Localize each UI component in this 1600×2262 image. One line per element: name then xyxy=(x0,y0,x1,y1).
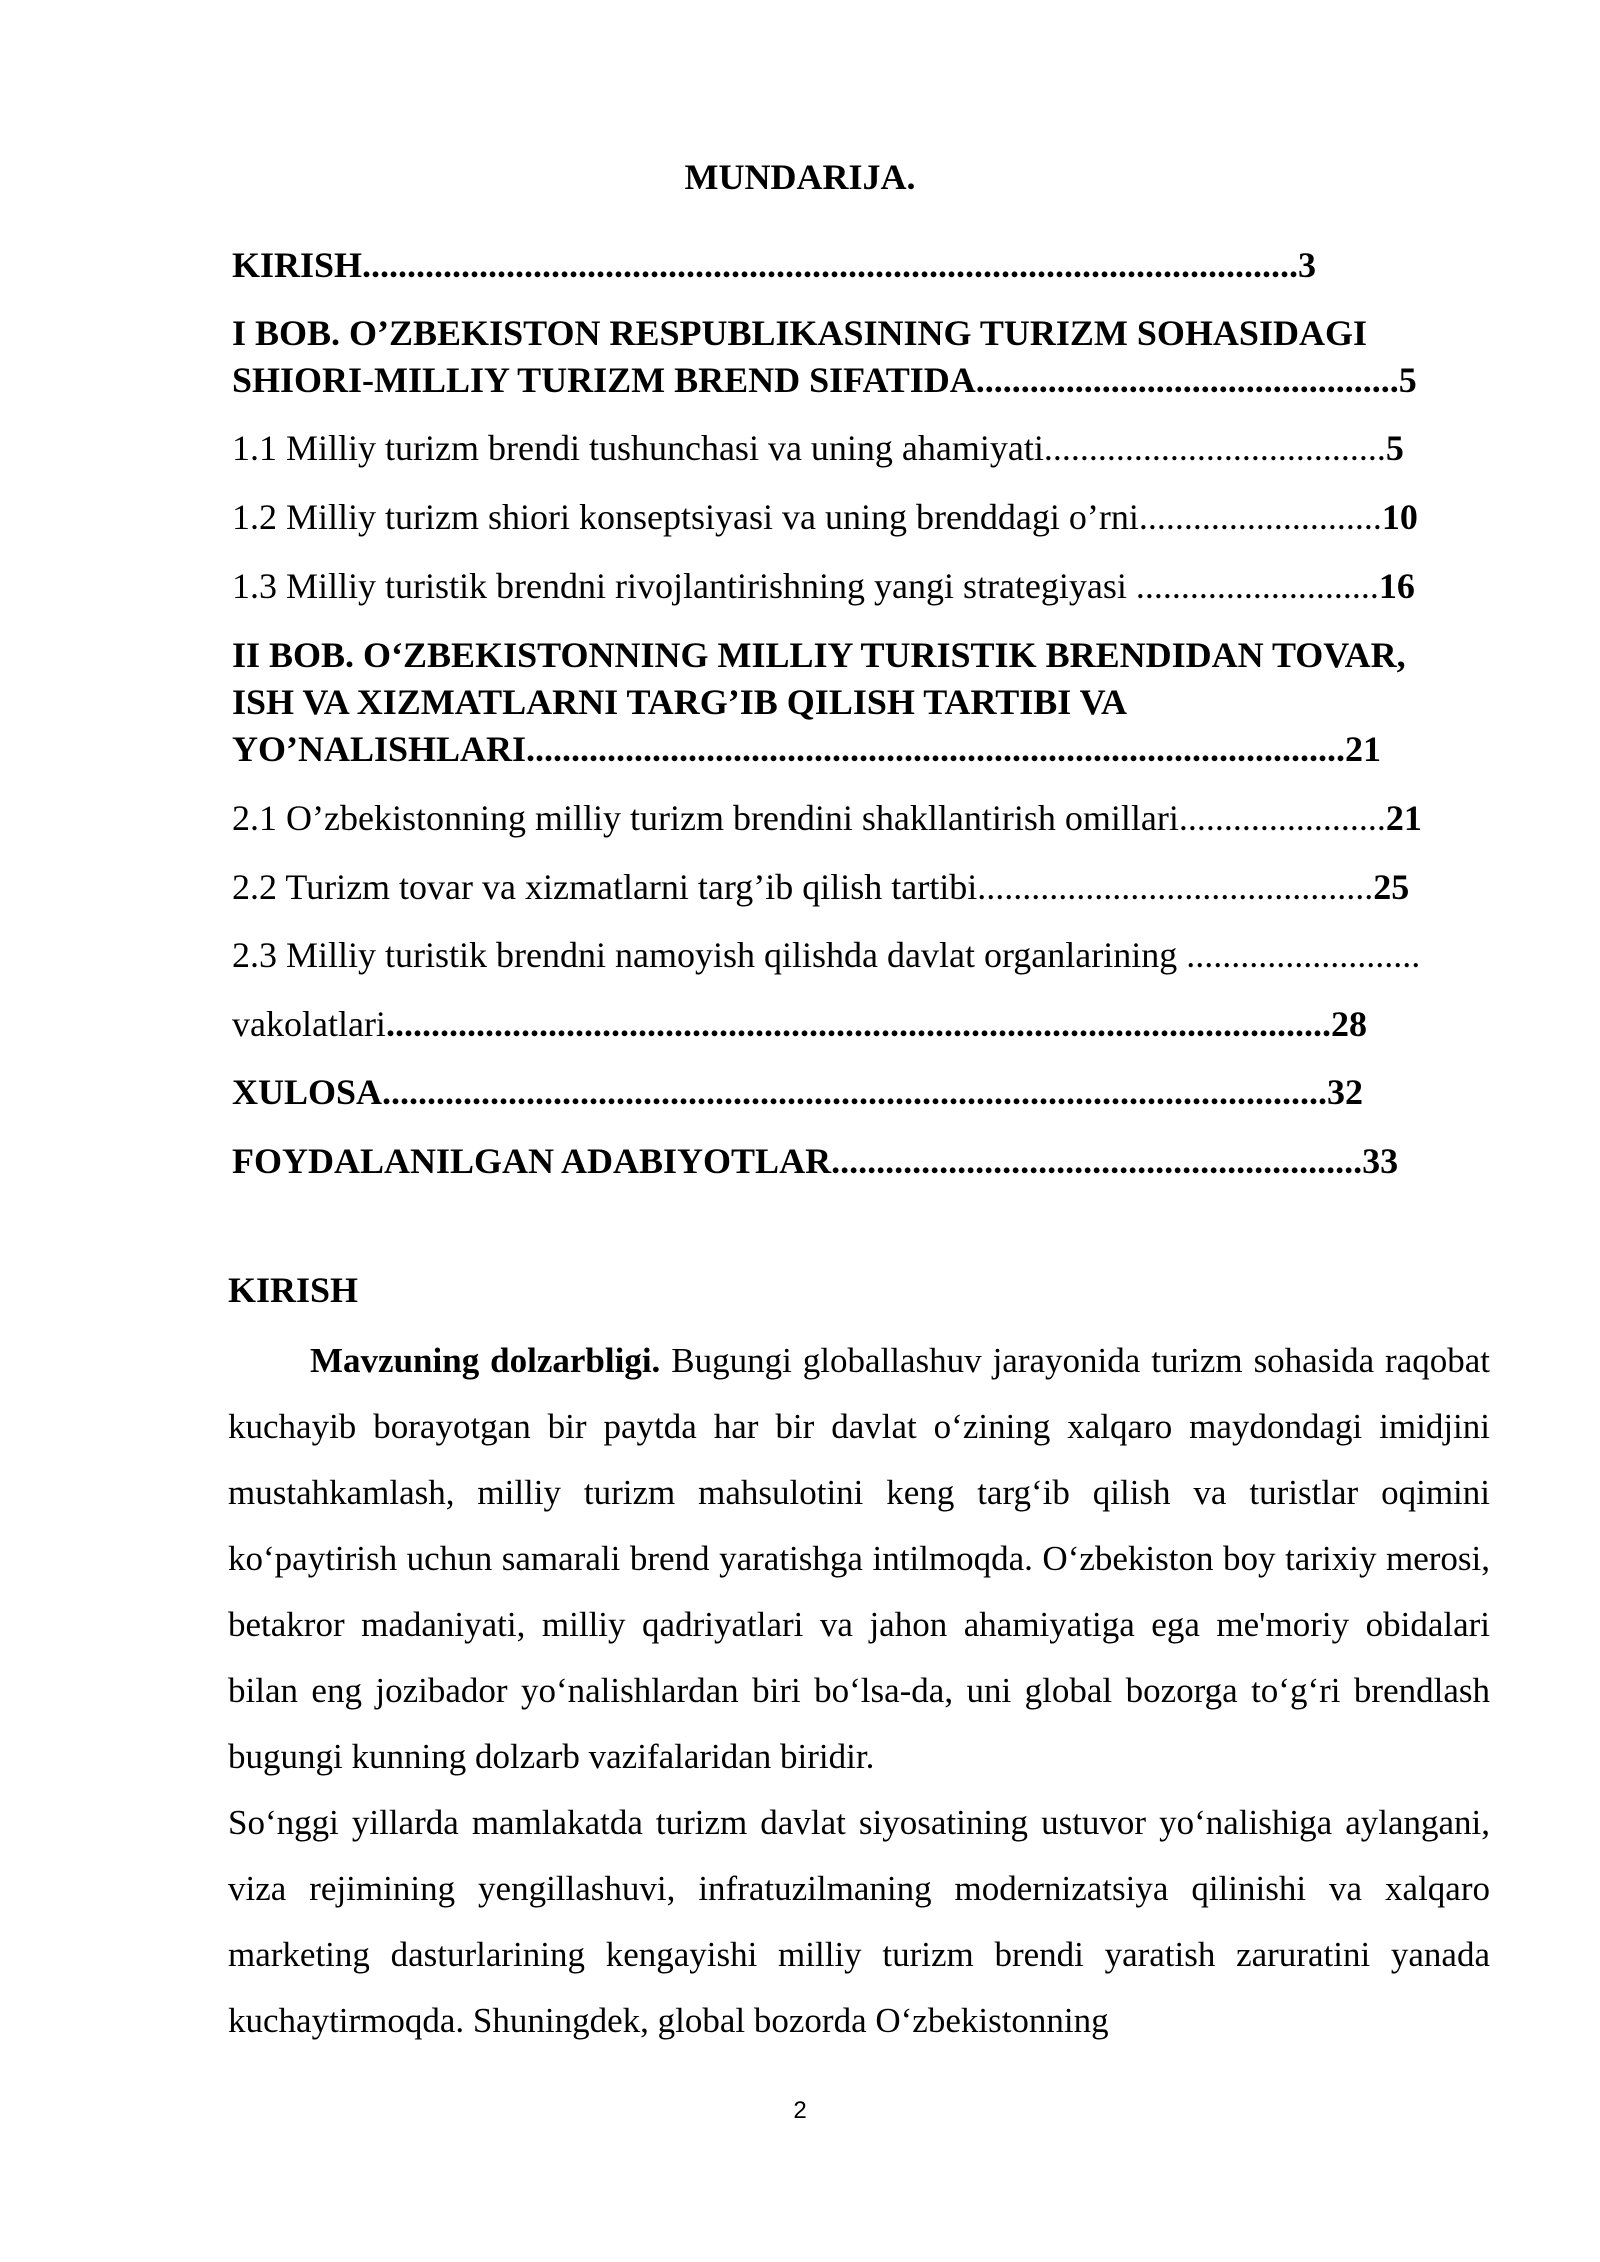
toc-entry-label: XULOSA xyxy=(232,1072,383,1112)
toc-entry-chapter-2[interactable] xyxy=(232,632,1406,773)
toc-entry-label: ISH VA XIZMATLARNI TARG’IB QILISH TARTIBI VA xyxy=(232,682,1128,722)
toc-page-number: 5 xyxy=(1385,428,1404,468)
toc-entry-label: vakolatlari xyxy=(232,1004,386,1044)
toc-leader: ......................................................................................................... xyxy=(382,1072,1328,1112)
paragraph-lead: Mavzuning dolzarbligi. xyxy=(310,1341,661,1380)
toc-page-number: 10 xyxy=(1381,497,1418,537)
toc-leader: ...................................... xyxy=(1043,428,1386,468)
toc-title: MUNDARIJA. xyxy=(684,157,916,197)
toc-entry-section-1-1[interactable] xyxy=(232,425,1404,472)
toc-entry-references[interactable] xyxy=(232,1138,1398,1185)
toc-leader: ........................... xyxy=(1135,566,1379,606)
toc-entry-section-2-3[interactable] xyxy=(232,932,1420,979)
toc-page-number: 21 xyxy=(1345,729,1382,769)
toc-entry-xulosa[interactable] xyxy=(232,1069,1363,1116)
toc-page-number: 32 xyxy=(1327,1072,1364,1112)
toc-entry-section-2-3-continued[interactable] xyxy=(232,1001,1367,1048)
toc-leader: ............................................... xyxy=(975,360,1399,400)
toc-entry-label: 1.1 Milliy turizm brendi tushunchasi va uning ahamiyati xyxy=(232,428,1044,468)
toc-entry-label: KIRISH xyxy=(232,245,363,285)
toc-entry-label: SHIORI-MILLIY TURIZM BREND SIFATIDA xyxy=(232,360,976,400)
paragraph-text: Bugungi globallashuv jarayonida turizm sohasida raqobat kuchayib borayotgan bir paytda har bir davlat o‘zining xalqaro maydondagi imidjini mustahkamlash, milliy turizm mahsulotini keng targ‘ib qilish va turistlar oqimini ko‘paytirish uchun samarali brend yaratishga intilmoqda. O‘zbekiston boy tarixiy merosi, betakror madaniyati, milliy qadriyatlari va jahon ahamiyatiga ega me'moriy obidalari bilan eng jozibador yo‘nalishlardan biri bo‘lsa-da, uni global bozorga to‘g‘ri brendlash bugungi kunning dolzarb vazifalaridan biridir. xyxy=(228,1341,1490,1776)
toc-leader: .......................... xyxy=(1186,935,1421,975)
toc-entry-section-1-2[interactable] xyxy=(232,494,1418,541)
toc-entry-label: 2.1 O’zbekistonning milliy turizm brendini shakllantirish omillari xyxy=(232,798,1179,838)
toc-leader: ......................................................................................................... xyxy=(385,1004,1331,1044)
toc-leader: ........................................................... xyxy=(831,1141,1363,1181)
toc-page-number: 5 xyxy=(1398,360,1417,400)
toc-entry-section-1-3[interactable] xyxy=(232,563,1415,610)
paragraph-text: So‘nggi yillarda mamlakatda turizm davlat siyosatining ustuvor yo‘nalishiga aylangani, viza rejimining yengillashuvi, infratuzilmaning modernizatsiya qilinishi va xalqaro marketing dasturlarining kengayishi milliy turizm brendi yaratish zaruratini yanada kuchaytirmoqda. Shuningdek, global bozorda O‘zbekistonning xyxy=(228,1803,1490,2040)
toc-page-number: 21 xyxy=(1385,798,1422,838)
toc-entry-section-2-1[interactable] xyxy=(232,795,1422,842)
section-heading: KIRISH xyxy=(228,1270,359,1310)
toc-leader: ........................................................................................... xyxy=(526,729,1346,769)
toc-page-number: 33 xyxy=(1362,1141,1399,1181)
toc-page-number: 3 xyxy=(1298,245,1317,285)
paragraph-relevance xyxy=(228,1328,1490,1790)
toc-entry-label: 2.2 Turizm tovar va xizmatlarni targ’ib qilish tartibi xyxy=(232,867,978,907)
toc-leader: ........................................................................................................ xyxy=(362,245,1299,285)
toc-entry-label: 2.3 Milliy turistik brendni namoyish qilishda davlat organlarining xyxy=(232,935,1187,975)
toc-entry-kirish[interactable] xyxy=(232,242,1316,289)
toc-leader: ............................................ xyxy=(977,867,1374,907)
toc-entry-chapter-1[interactable] xyxy=(232,310,1417,404)
toc-leader: ....................... xyxy=(1178,798,1386,838)
toc-leader: ........................... xyxy=(1138,497,1382,537)
toc-entry-label: 1.2 Milliy turizm shiori konseptsiyasi va uning brenddagi o’rni xyxy=(232,497,1139,537)
toc-entry-label: FOYDALANILGAN ADABIYOTLAR xyxy=(232,1141,832,1181)
paragraph-recent-years xyxy=(228,1790,1490,2054)
toc-page-number: 28 xyxy=(1330,1004,1367,1044)
toc-entry-label: YO’NALISHLARI xyxy=(232,729,527,769)
page-number: 2 xyxy=(793,2097,807,2124)
toc-entry-label: 1.3 Milliy turistik brendni rivojlantirishning yangi strategiyasi xyxy=(232,566,1136,606)
toc-entry-section-2-2[interactable] xyxy=(232,864,1409,911)
toc-entry-label: II BOB. O‘ZBEKISTONNING MILLIY TURISTIK BRENDIDAN TOVAR, xyxy=(232,635,1406,675)
toc-page-number: 25 xyxy=(1373,867,1410,907)
toc-page-number: 16 xyxy=(1378,566,1415,606)
toc-entry-label: I BOB. O’ZBEKISTON RESPUBLIKASINING TURIZM SOHASIDAGI xyxy=(232,313,1367,353)
